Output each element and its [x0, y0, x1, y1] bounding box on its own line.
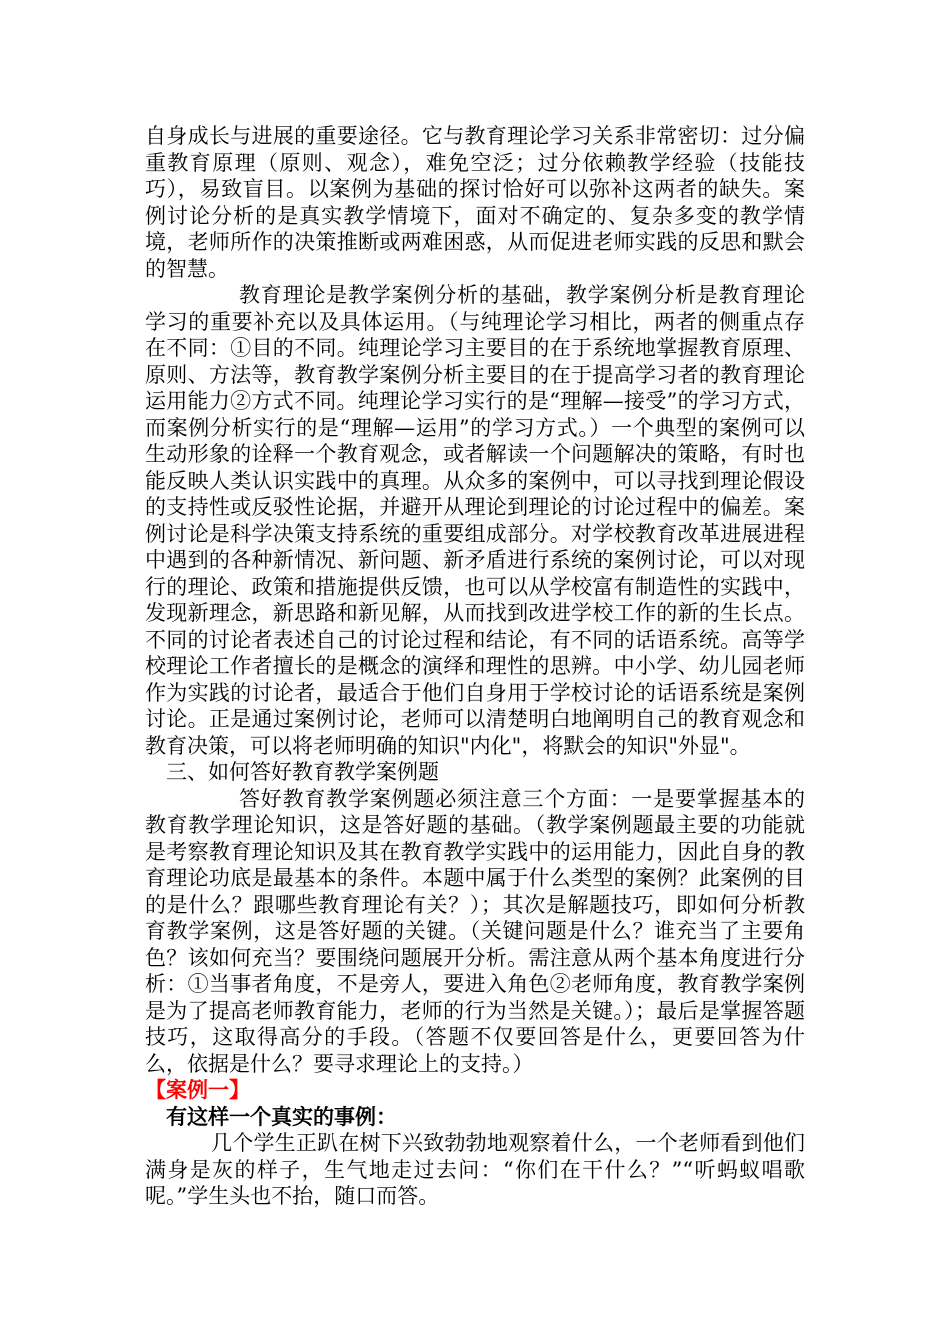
case-intro: 有这样一个真实的事例： — [166, 1103, 397, 1129]
section-heading-three: 三、如何答好教育教学案例题 — [166, 760, 439, 784]
paragraph-case-story: 几个学生正趴在树下兴致勃勃地观察着什么，一个老师看到他们满身是灰的样子，生气地走过去问：“你们在干什么？”“听蚂蚁唱歌呢。”学生头也不抬，随口而答。 — [145, 1131, 805, 1208]
paragraph-case-study-value: 自身成长与进展的重要途径。它与教育理论学习关系非常密切：过分偏重教育原理（原则、观念），难免空泛；过分依赖教学经验（技能技巧），易致盲目。以案例为基础的探讨恰好可以弥补这两者的缺失。案例讨论分析的是真实教学情境下，面对不确定的、复杂多变的教学情境，老师所作的决策推断或两难困惑，从而促进老师实践的反思和默会的智慧。 — [145, 124, 805, 281]
case-title: 【案例一】 — [145, 1078, 250, 1102]
document-page — [145, 123, 805, 1210]
paragraph-theory-and-cases: 教育理论是教学案例分析的基础，教学案例分析是教育理论学习的重要补充以及具体运用。（与纯理论学习相比，两者的侧重点存在不同：①目的不同。纯理论学习主要目的在于系统地掌握教育原理、原则、方法等，教育教学案例分析主要目的在于提高学习者的教育理论运用能力②方式不同。纯理论学习实行的是“理解—接受”的学习方式，而案例分析实行的是“理解—运用”的学习方式。）一个典型的案例可以生动形象的诠释一个教育观念，或者解读一个问题解决的策略，有时也能反映人类认识实践中的真理。从众多的案例中，可以寻找到理论假设的支持性或反驳性论据，并避开从理论到理论的讨论过程中的偏差。案例讨论是科学决策支持系统的重要组成部分。对学校教育改革进展进程中遇到的各种新情况、新问题、新矛盾进行系统的案例讨论，可以对现行的理论、政策和措施提供反馈，也可以从学校富有制造性的实践中，发现新理念，新思路和新见解，从而找到改进学校工作的新的生长点。不同的讨论者表述自己的讨论过程和结论，有不同的话语系统。高等学校理论工作者擅长的是概念的演绎和理性的思辨。中小学、幼儿园老师作为实践的讨论者，最适合于他们自身用于学校讨论的话语系统是案例讨论。正是通过案例讨论，老师可以清楚明白地阐明自己的教育观念和教育决策，可以将老师明确的知识"内化"，将默会的知识"外显"。 — [145, 283, 805, 758]
paragraph-answering-tips: 答好教育教学案例题必须注意三个方面：一是要掌握基本的教育教学理论知识，这是答好题的基础。（教学案例题最主要的功能就是考察教育理论知识及其在教育教学实践中的运用能力，因此自身的教育理论功底是最基本的条件。本题中属于什么类型的案例？此案例的目的是什么？跟哪些教育理论有关？）；其次是解题技巧，即如何分析教育教学案例，这是答好题的关键。（关键问题是什么？谁充当了主要角色？该如何充当？要围绕问题展开分析。需注意从两个基本角度进行分析：①当事者角度，不是旁人，要进入角色②老师角度，教育教学案例是为了提高老师教育能力，老师的行为当然是关键。）；最后是掌握答题技巧，这取得高分的手段。（答题不仅要回答是什么，更要回答为什么，依据是什么？要寻求理论上的支持。） — [145, 786, 805, 1076]
